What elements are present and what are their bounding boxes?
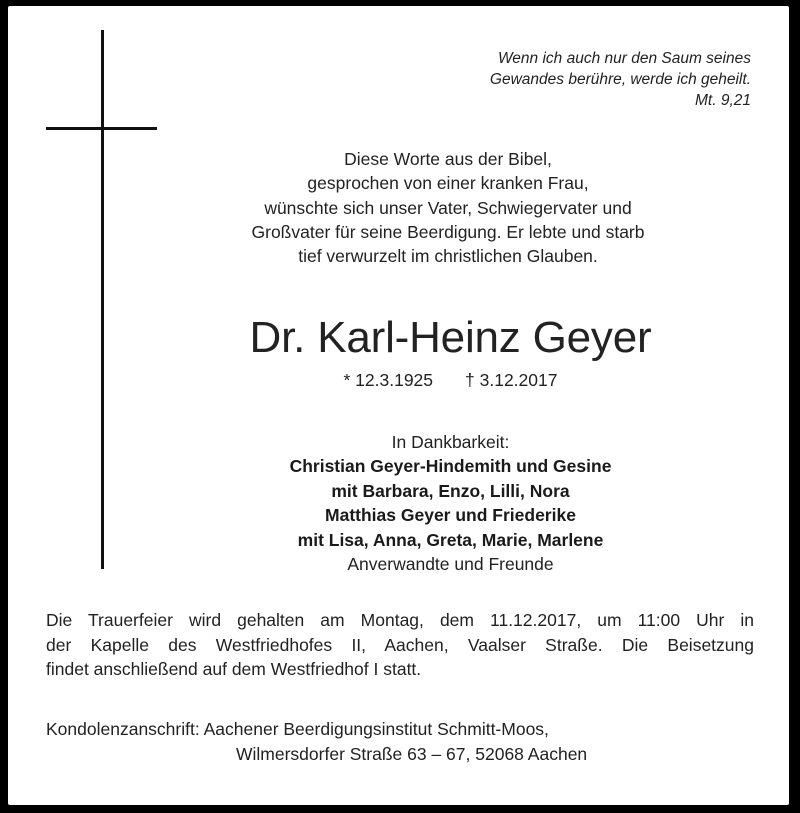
obituary-notice (8, 6, 789, 805)
quote-reference: Mt. 9,21 (695, 92, 751, 109)
quote-line: Wenn ich auch nur den Saum seines (497, 50, 751, 67)
condolence-line: Kondolenzanschrift: Aachener Beerdigungsinstitut Schmitt-Moos, (46, 719, 549, 739)
mourners-block (158, 430, 743, 576)
funeral-service-info (46, 608, 754, 682)
bible-quote (490, 48, 751, 111)
intro-line: Großvater für seine Beerdigung. Er lebte und starb (251, 221, 645, 242)
service-line: Die Trauerfeier wird gehalten am Montag, dem 11.12.2017, um 11:00 Uhr in (46, 610, 754, 630)
cross-vertical-bar (101, 30, 104, 569)
cross-horizontal-bar (46, 127, 157, 130)
mourner-line: Christian Geyer-Hindemith und Gesine (289, 456, 612, 477)
service-line: findet anschließend auf dem Westfriedhof I statt. (46, 659, 422, 679)
condolence-line: Wilmersdorfer Straße 63 – 67, 52068 Aachen (236, 743, 588, 764)
intro-line: gesprochen von einer kranken Frau, (307, 173, 589, 194)
intro-line: Diese Worte aus der Bibel, (344, 149, 552, 169)
intro-line: wünschte sich unser Vater, Schwiegervater und (264, 197, 632, 218)
mourner-line: Matthias Geyer und Friederike (325, 505, 576, 526)
death-date: † 3.12.2017 (465, 370, 558, 390)
intro-text (198, 147, 698, 268)
condolence-address (46, 717, 587, 766)
intro-line: tief verwurzelt im christlichen Glauben. (298, 246, 598, 267)
service-line: der Kapelle des Westfriedhofes II, Aachen, Vaalser Straße. Die Beisetzung (46, 634, 754, 655)
deceased-name: Dr. Karl-Heinz Geyer (249, 313, 652, 362)
mourner-line: mit Barbara, Enzo, Lilli, Nora (331, 480, 570, 501)
birth-date: * 12.3.1925 (343, 370, 434, 390)
mourners-footer: Anverwandte und Freunde (347, 554, 554, 575)
quote-line: Gewandes berühre, werde ich geheilt. (489, 71, 751, 88)
mourners-heading: In Dankbarkeit: (391, 432, 510, 452)
mourner-line: mit Lisa, Anna, Greta, Marie, Marlene (297, 529, 604, 550)
life-dates (158, 368, 743, 392)
